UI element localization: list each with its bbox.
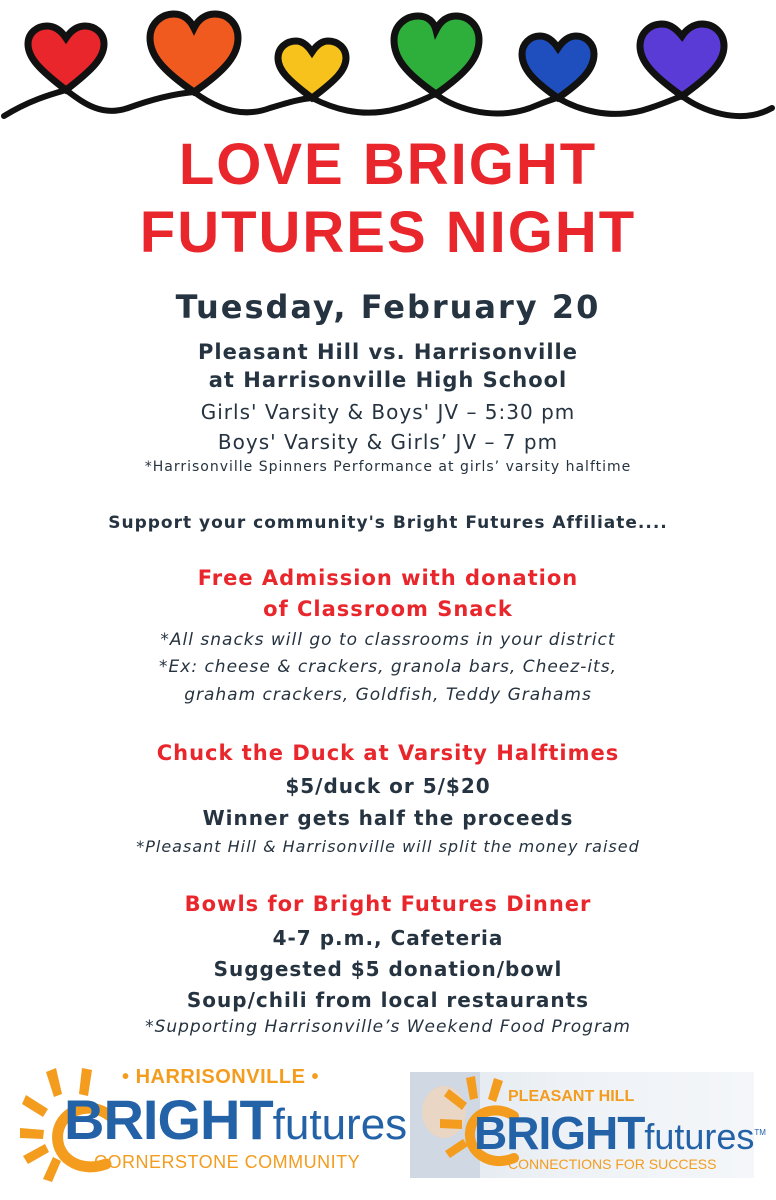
heart-purple-icon: [640, 24, 724, 96]
title-line-1: LOVE BRIGHT: [178, 132, 598, 197]
event-game-1: Girls' Varsity & Boys' JV – 5:30 pm: [200, 400, 576, 424]
heart-red-icon: [28, 26, 104, 90]
section-duck-detail-2: Winner gets half the proceeds: [202, 806, 574, 830]
section-snack-note-3: graham crackers, Goldfish, Teddy Grahams: [184, 685, 592, 705]
left-logo-brand-light: futures: [272, 1100, 408, 1149]
section-snack-note-1: *All snacks will go to classrooms in your district: [160, 630, 616, 650]
heart-green-icon: [394, 16, 479, 94]
support-line: Support your community's Bright Futures Affiliate....: [108, 513, 668, 533]
title-line-2: FUTURES NIGHT: [139, 200, 637, 265]
section-dinner-detail-1: 4-7 p.m., Cafeteria: [272, 926, 504, 950]
section-snack-heading-2: of Classroom Snack: [263, 597, 513, 621]
left-logo-brand-bold: BRIGHT: [64, 1088, 273, 1151]
section-duck-note: *Pleasant Hill & Harrisonville will split the money raised: [136, 837, 640, 856]
section-snack-heading-1: Free Admission with donation: [197, 566, 579, 590]
heart-ribbon-line: [4, 90, 772, 116]
section-dinner-heading: Bowls for Bright Futures Dinner: [184, 892, 592, 916]
section-snack-note-2: *Ex: cheese & crackers, granola bars, Cheez-its,: [159, 657, 617, 677]
event-matchup: Pleasant Hill vs. Harrisonville: [198, 340, 578, 364]
left-logo-top-text: HARRISONVILLE: [135, 1066, 306, 1088]
event-location: at Harrisonville High School: [208, 368, 568, 392]
event-game-2: Boys' Varsity & Girls’ JV – 7 pm: [217, 430, 559, 454]
harrisonville-bright-futures-logo: • HARRISONVILLE • BRIGHTfutures CORNERSTONE COMMUNITY: [18, 1064, 388, 1184]
section-dinner-note: *Supporting Harrisonville’s Weekend Food Program: [145, 1017, 631, 1037]
right-logo-brand-light: futures: [644, 1116, 755, 1157]
section-duck-heading: Chuck the Duck at Varsity Halftimes: [156, 741, 620, 765]
heart-blue-icon: [522, 36, 594, 98]
section-duck-detail-1: $5/duck or 5/$20: [285, 774, 491, 798]
rainbow-hearts-banner: [0, 0, 776, 135]
section-dinner-detail-3: Soup/chili from local restaurants: [186, 988, 590, 1012]
left-logo-bottom-text: CORNERSTONE COMMUNITY: [94, 1152, 361, 1172]
event-note: *Harrisonville Spinners Performance at girls’ varsity halftime: [144, 459, 632, 475]
pleasant-hill-bright-futures-logo: [410, 1072, 766, 1178]
section-dinner-detail-2: Suggested $5 donation/bowl: [213, 957, 563, 981]
event-date: Tuesday, February 20: [175, 288, 601, 326]
heart-orange-icon: [150, 14, 238, 92]
heart-yellow-icon: [278, 41, 346, 98]
right-logo-bottom-text: CONNECTIONS FOR SUCCESS: [508, 1156, 717, 1172]
right-logo-brand-bold: BRIGHT: [474, 1107, 645, 1159]
right-logo-tm: TM: [754, 1128, 766, 1137]
right-logo-top-text: PLEASANT HILL: [508, 1088, 635, 1105]
